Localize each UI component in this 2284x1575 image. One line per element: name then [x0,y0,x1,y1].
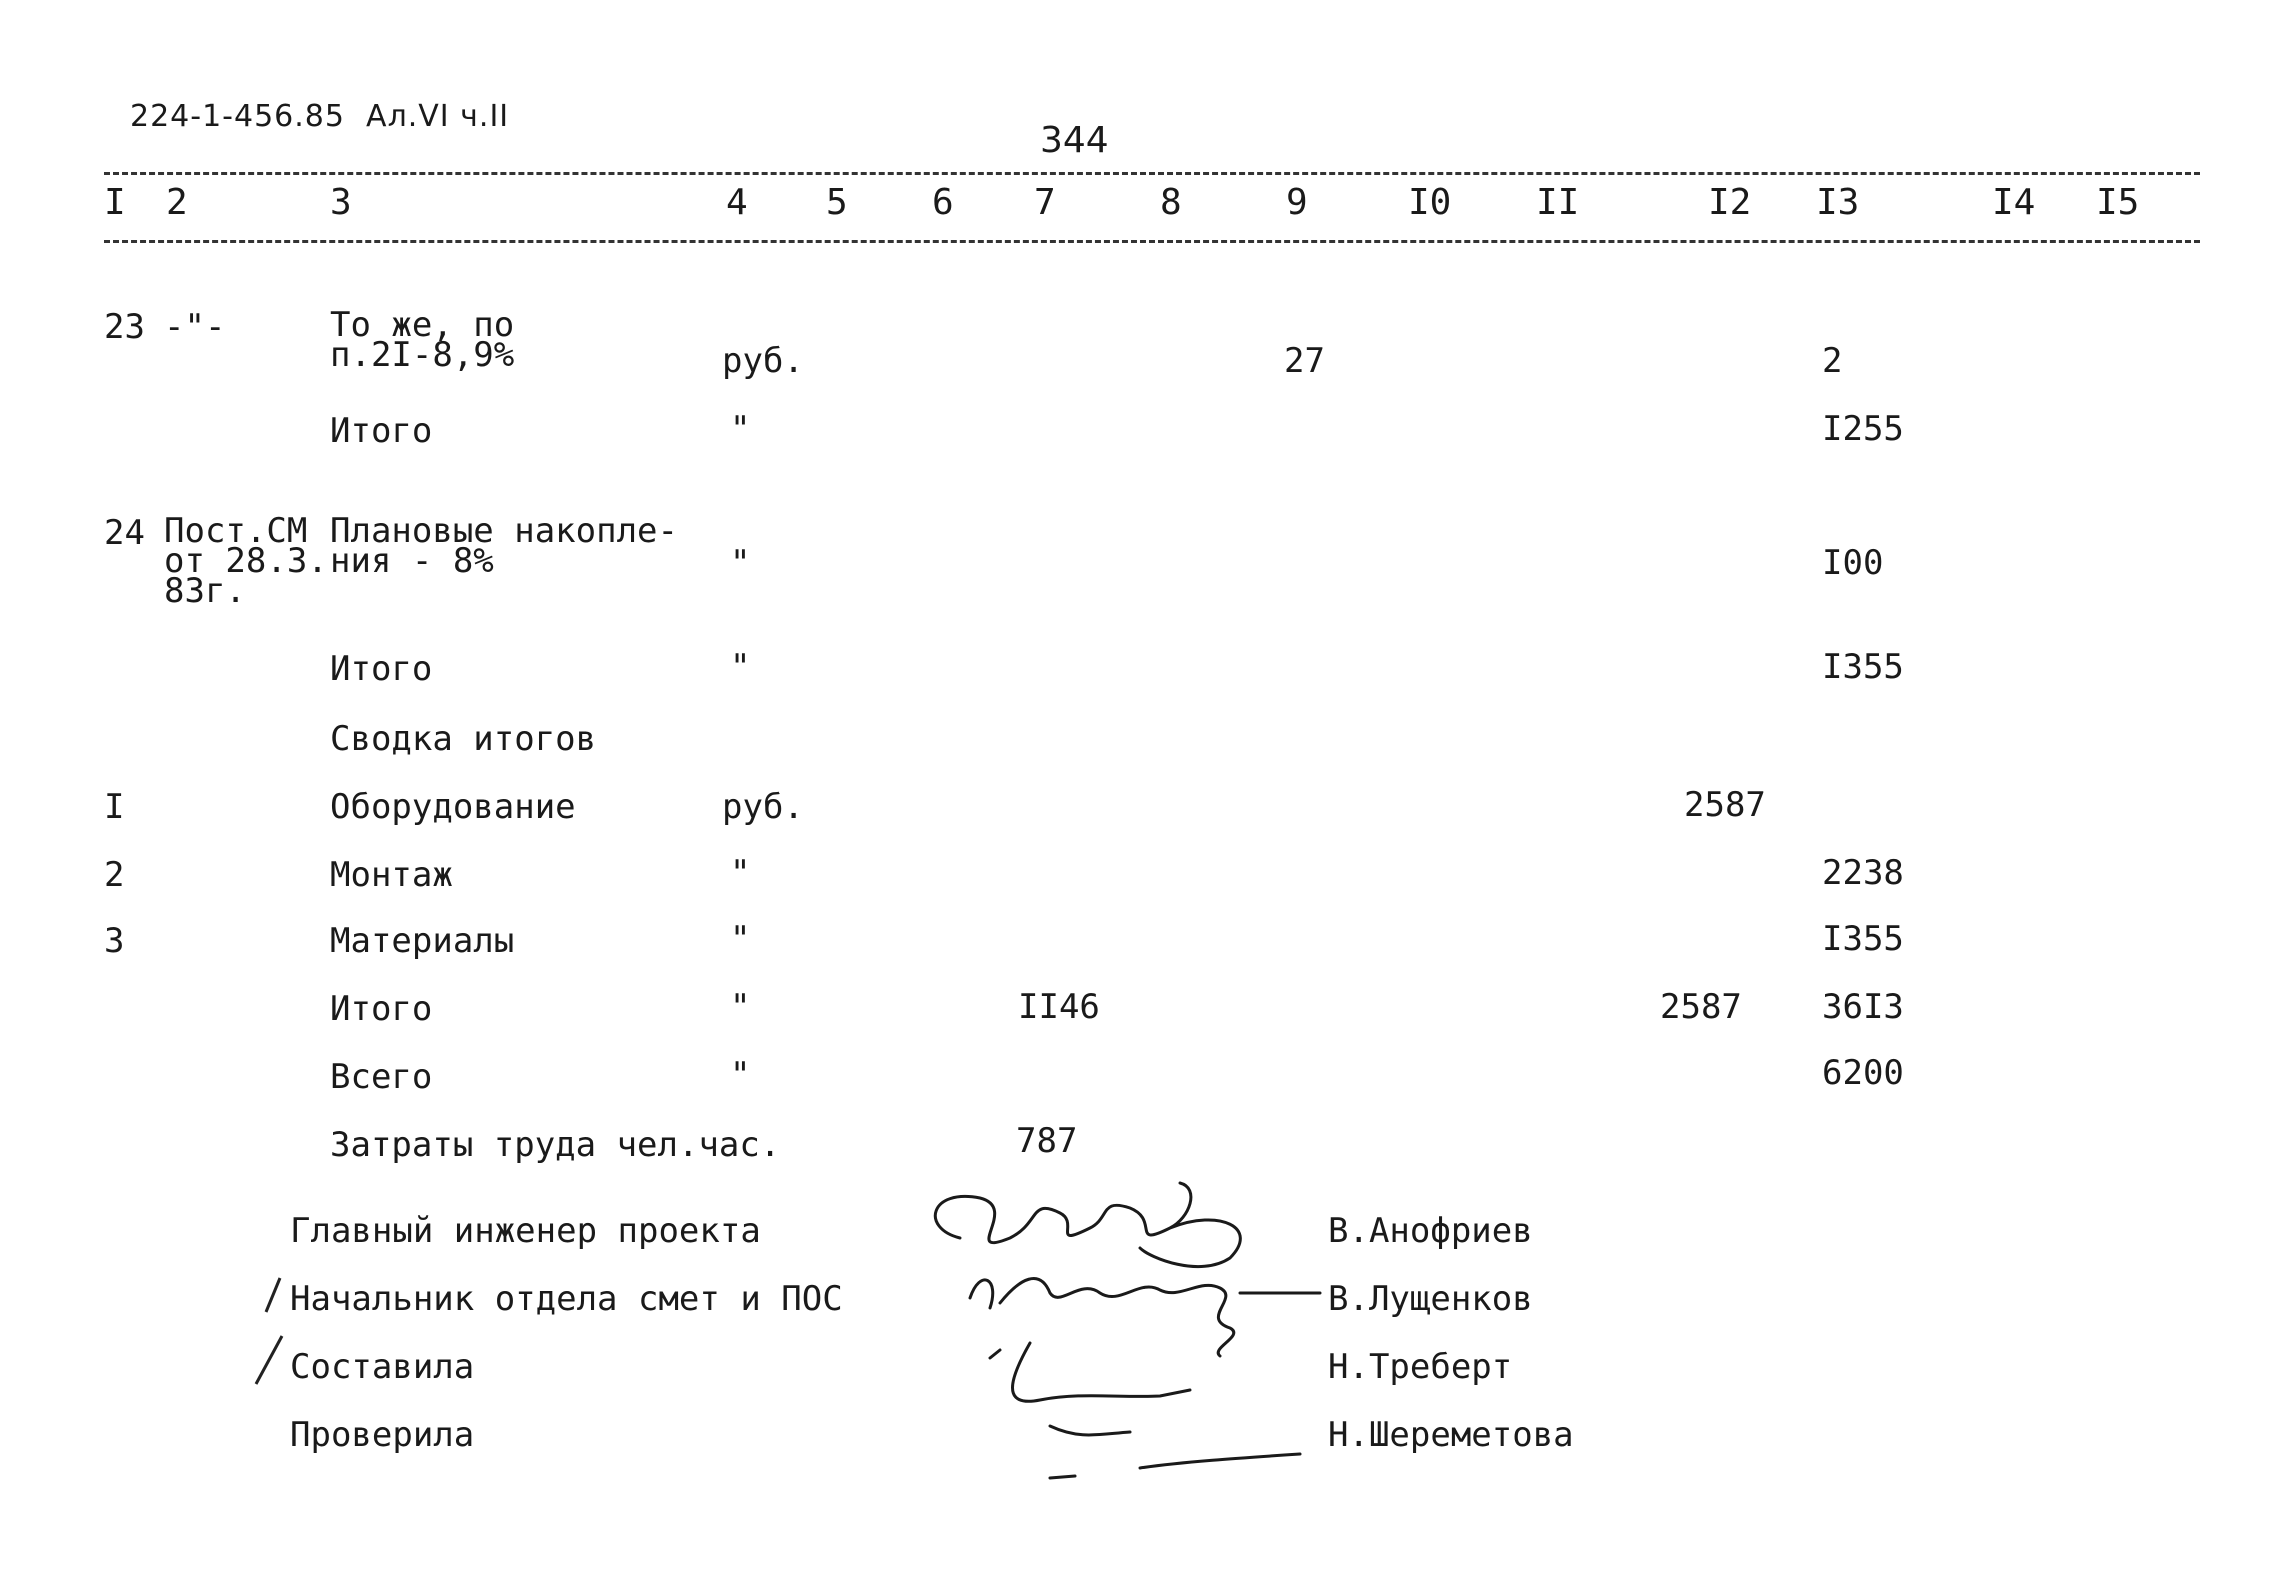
row-name: Материалы [330,921,515,961]
column-header-4: 4 [726,182,748,223]
column-header-10: I0 [1408,182,1452,223]
row-number: 23 [104,307,145,347]
row-name: Плановые накопле- ния - 8% [330,511,678,581]
row-name: Оборудование [330,787,576,827]
column-header-11: II [1536,182,1580,223]
row-col12-value: 2587 [1684,785,1766,825]
row-unit: руб. [722,787,804,827]
signature-role-checked: Проверила [290,1415,475,1455]
column-header-14: I4 [1992,182,2036,223]
column-header-2: 2 [166,182,188,223]
row-col13-value: I00 [1822,543,1884,583]
signature-role-chief-engineer: Главный инженер проекта [290,1211,761,1251]
row-col13-value: 36I3 [1822,987,1904,1027]
column-header-15: I5 [2096,182,2140,223]
row-unit: " [730,543,751,583]
row-number: 2 [104,855,125,895]
column-header-7: 7 [1034,182,1056,223]
row-basis: -"- [164,307,226,347]
row-unit: " [730,987,751,1027]
row-name: Затраты труда чел.час. [330,1125,781,1165]
check-mark-icons [250,1270,290,1390]
column-header-8: 8 [1160,182,1182,223]
row-number: 3 [104,921,125,961]
signature-role-head-of-estimates: Начальник отдела смет и ПОС [290,1279,843,1319]
signature-name-compiled: Н.Треберт [1328,1347,1513,1387]
signature-name-checked: Н.Шереметова [1328,1415,1574,1455]
row-col13-value: 2 [1822,341,1843,381]
row-name: Монтаж [330,855,453,895]
column-header-1: I [104,182,126,223]
row-name: Всего [330,1057,433,1097]
signature-role-compiled: Составила [290,1347,475,1387]
row-col13-value: I355 [1822,647,1904,687]
column-header-5: 5 [826,182,848,223]
row-name: Итого [330,989,433,1029]
row-name: То же, по п.2I-8,9% [330,305,515,375]
row-col13-value: I355 [1822,919,1904,959]
column-header-3: 3 [330,182,352,223]
row-col12-value: 2587 [1660,987,1742,1027]
row-col13-value: 6200 [1822,1053,1904,1093]
row-unit: " [730,919,751,959]
row-col9-value: 27 [1284,341,1325,381]
signature-name-head-of-estimates: В.Лущенков [1328,1279,1533,1319]
row-name: Итого [330,411,433,451]
summary-title: Сводка итогов [330,719,597,759]
row-unit: руб. [722,341,804,381]
column-header-9: 9 [1286,182,1308,223]
row-unit: " [730,647,751,687]
column-header-12: I2 [1708,182,1752,223]
row-unit: " [730,409,751,449]
signature-name-chief-engineer: В.Анофриев [1328,1211,1533,1251]
document-code: 224-1-456.85 Ал.VI ч.II [130,99,510,134]
row-number: 24 [104,513,145,553]
page-number: 344 [1040,120,1109,161]
column-header-13: I3 [1816,182,1860,223]
row-basis: Пост.СМ от 28.3. 83г. [164,511,328,611]
row-col13-value: 2238 [1822,853,1904,893]
header-bottom-dashed-line [104,240,2200,243]
row-col7-value: 787 [1016,1121,1078,1161]
row-col13-value: I255 [1822,409,1904,449]
column-header-6: 6 [932,182,954,223]
row-col7-value: II46 [1018,987,1100,1027]
handwritten-signatures [900,1178,1340,1488]
row-unit: " [730,853,751,893]
row-unit: " [730,1055,751,1095]
row-number: I [104,787,125,827]
header-top-dashed-line [104,172,2200,175]
row-name: Итого [330,649,433,689]
